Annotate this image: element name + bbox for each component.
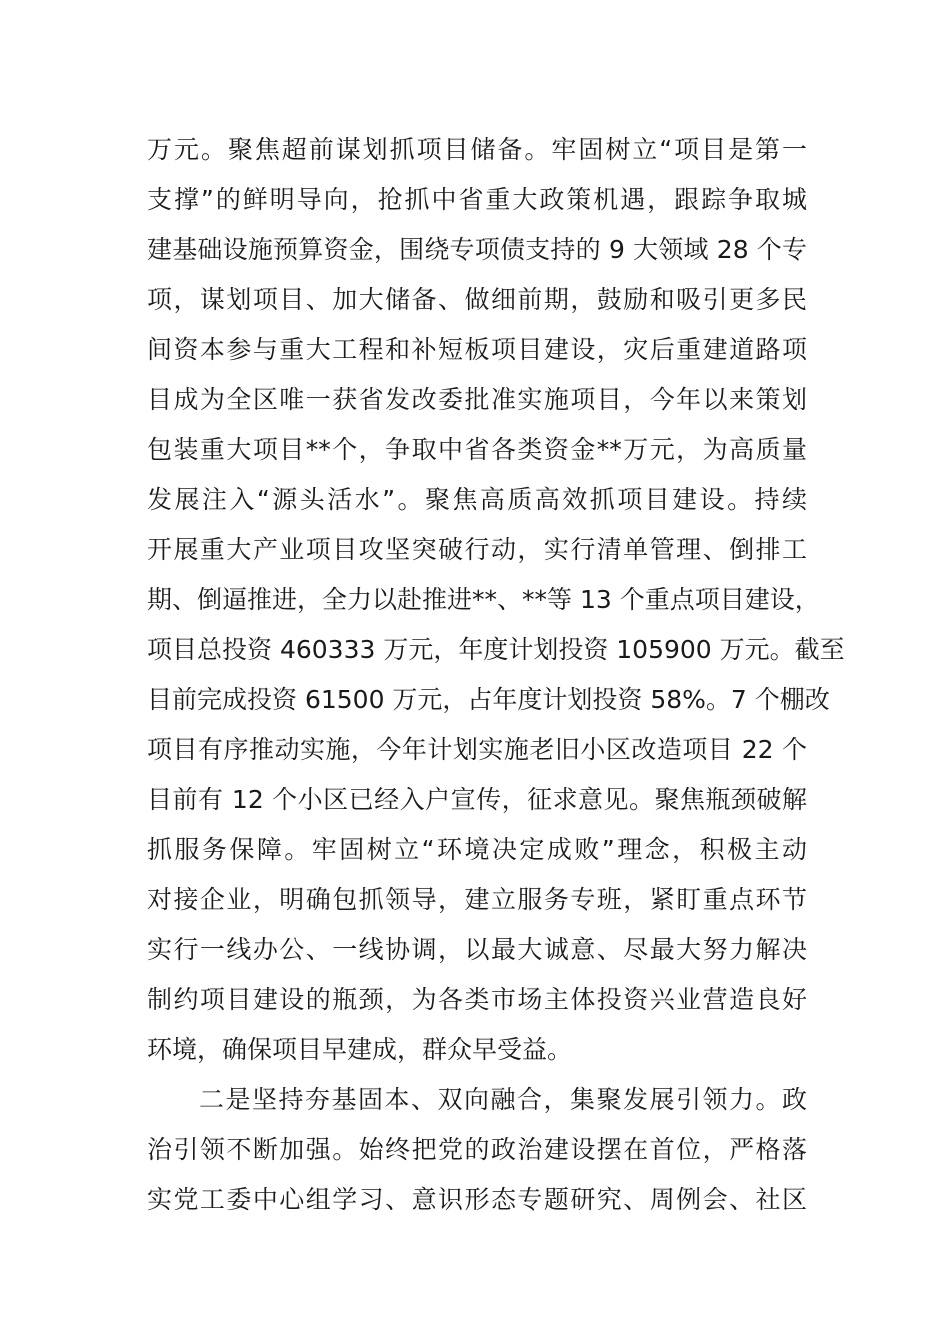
text-line: 项，谋划项目、加大储备、做细前期，鼓励和吸引更多民 bbox=[147, 285, 807, 314]
text-line: 间资本参与重大工程和补短板项目建设，灾后重建道路项 bbox=[147, 335, 807, 364]
text-line: 发展注入“源头活水”。聚焦高质高效抓项目建设。持续 bbox=[147, 485, 807, 514]
text-line: 项目总投资 460333 万元，年度计划投资 105900 万元。截至 bbox=[147, 635, 845, 664]
text-line: 目前有 12 个小区已经入户宣传，征求意见。聚焦瓶颈破解 bbox=[147, 785, 807, 814]
text-line: 开展重大产业项目攻坚突破行动，实行清单管理、倒排工 bbox=[147, 535, 807, 564]
text-line: 万元。聚焦超前谋划抓项目储备。牢固树立“项目是第一 bbox=[147, 135, 807, 164]
text-line: 治引领不断加强。始终把党的政治建设摆在首位，严格落 bbox=[147, 1135, 807, 1164]
text-line: 抓服务保障。牢固树立“环境决定成败”理念，积极主动 bbox=[147, 835, 807, 864]
text-line: 制约项目建设的瓶颈，为各类市场主体投资兴业营造良好 bbox=[147, 985, 807, 1014]
text-line: 期、倒逼推进，全力以赴推进**、**等 13 个重点项目建设， bbox=[147, 585, 820, 614]
text-line: 目成为全区唯一获省发改委批准实施项目，今年以来策划 bbox=[147, 385, 807, 414]
text-line: 目前完成投资 61500 万元，占年度计划投资 58%。7 个棚改 bbox=[147, 685, 830, 714]
text-line: 实党工委中心组学习、意识形态专题研究、周例会、社区 bbox=[147, 1185, 807, 1214]
paragraph-first-line: 二是坚持夯基固本、双向融合，集聚发展引领力。政 bbox=[199, 1085, 807, 1114]
text-line: 建基础设施预算资金，围绕专项债支持的 9 大领域 28 个专 bbox=[147, 235, 807, 264]
text-line: 项目有序推动实施，今年计划实施老旧小区改造项目 22 个 bbox=[147, 735, 807, 764]
paragraph-last-line: 环境，确保项目早建成，群众早受益。 bbox=[147, 1035, 573, 1064]
text-line: 实行一线办公、一线协调，以最大诚意、尽最大努力解决 bbox=[147, 935, 807, 964]
text-line: 包装重大项目**个，争取中省各类资金**万元，为高质量 bbox=[147, 435, 807, 464]
text-line: 对接企业，明确包抓领导，建立服务专班，紧盯重点环节 bbox=[147, 885, 807, 914]
text-line: 支撑”的鲜明导向，抢抓中省重大政策机遇，跟踪争取城 bbox=[147, 185, 807, 214]
